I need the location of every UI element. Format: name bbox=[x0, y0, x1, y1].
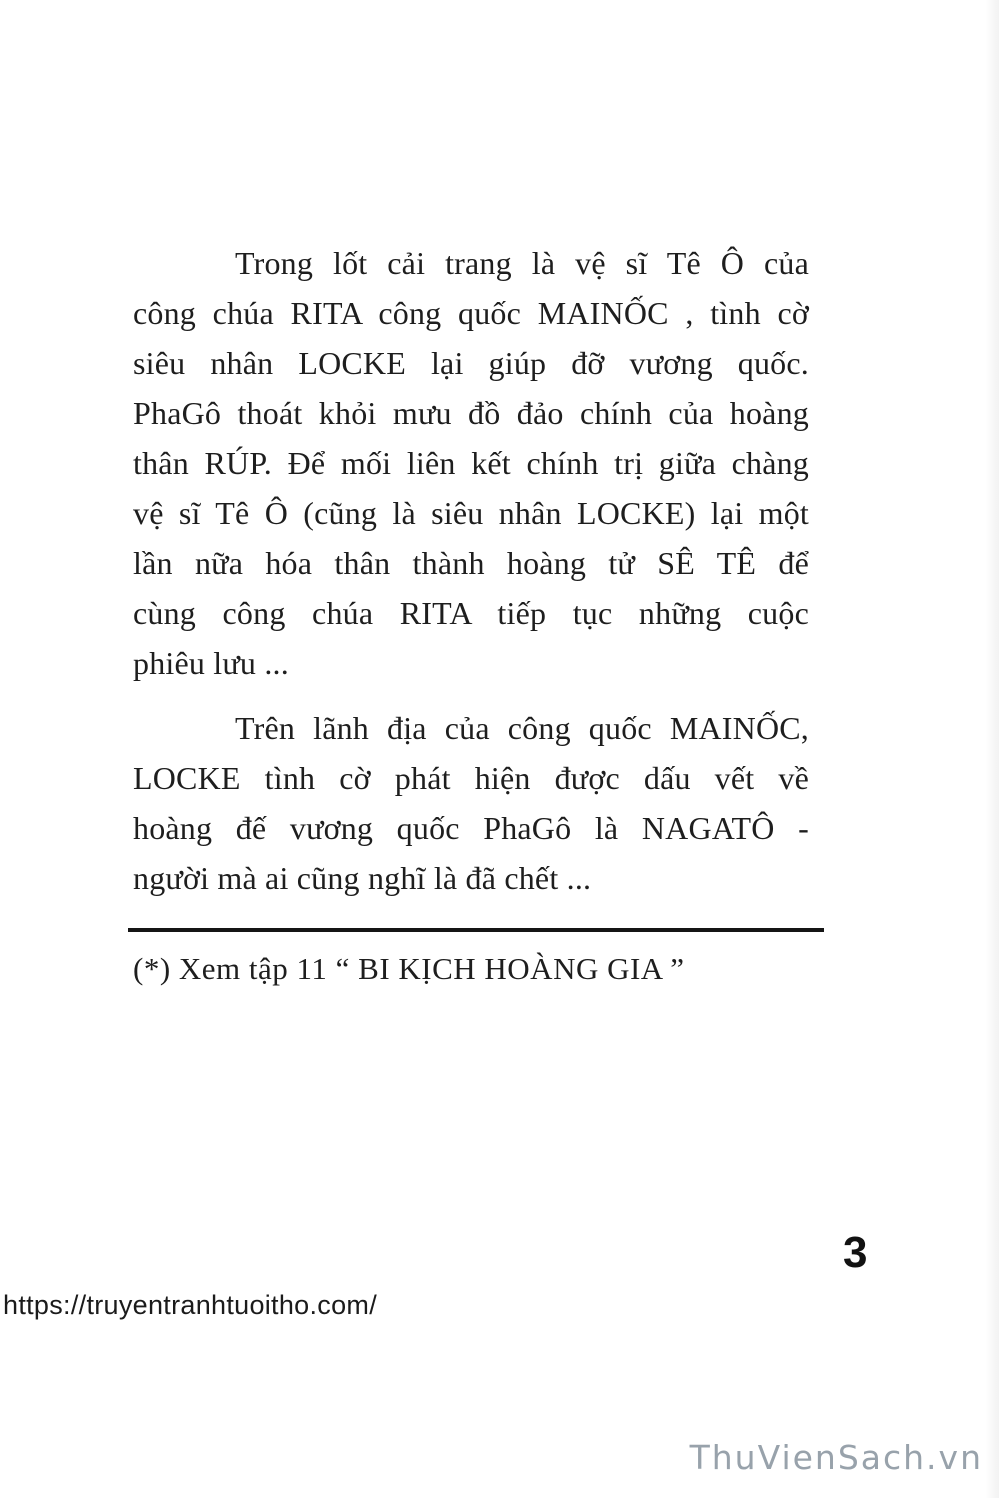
site-watermark: ThuVienSach.vn bbox=[689, 1438, 983, 1477]
paragraph-2 bbox=[133, 703, 809, 903]
text-line: PhaGô thoát khỏi mưu đồ đảo chính của hoàng bbox=[133, 395, 809, 431]
paragraph-1 bbox=[133, 238, 809, 688]
footnote: (*) Xem tập 11 “ BI KỊCH HOÀNG GIA ” bbox=[133, 951, 685, 986]
text-line: Trong lốt cải trang là vệ sĩ Tê Ô của bbox=[235, 245, 809, 281]
text-line: phiêu lưu ... bbox=[133, 645, 289, 681]
text-line: thân RÚP. Để mối liên kết chính trị giữa chàng bbox=[133, 445, 809, 481]
text-line: công chúa RITA công quốc MAINỐC , tình cờ bbox=[133, 295, 809, 331]
source-url: https://truyentranhtuoitho.com/ bbox=[3, 1290, 377, 1320]
scan-edge-shadow bbox=[985, 0, 999, 1498]
text-line: vệ sĩ Tê Ô (cũng là siêu nhân LOCKE) lại một bbox=[133, 495, 809, 531]
text-line: hoàng đế vương quốc PhaGô là NAGATÔ - bbox=[133, 810, 809, 846]
page-number: 3 bbox=[843, 1228, 868, 1277]
footnote-divider bbox=[128, 928, 824, 932]
text-line: lần nữa hóa thân thành hoàng tử SÊ TÊ để bbox=[133, 545, 809, 581]
text-line: siêu nhân LOCKE lại giúp đỡ vương quốc. bbox=[133, 345, 809, 381]
text-line: người mà ai cũng nghĩ là đã chết ... bbox=[133, 860, 592, 896]
text-line: LOCKE tình cờ phát hiện được dấu vết về bbox=[133, 760, 809, 796]
text-line: cùng công chúa RITA tiếp tục những cuộc bbox=[133, 595, 809, 631]
text-line: Trên lãnh địa của công quốc MAINỐC, bbox=[235, 710, 809, 746]
